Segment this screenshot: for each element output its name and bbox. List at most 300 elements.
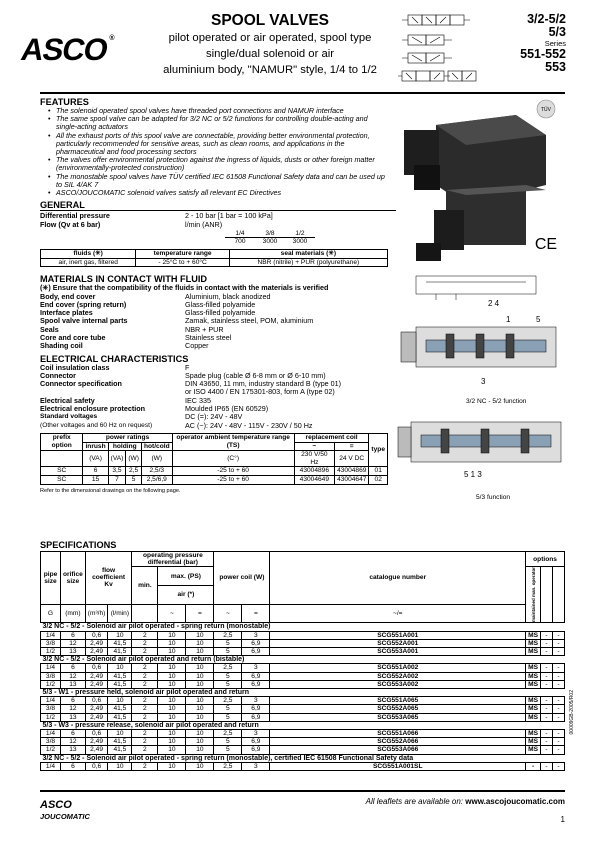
table-cell: 3/8 bbox=[41, 705, 61, 713]
option-cell: - bbox=[541, 672, 553, 680]
table-cell: 1/2 bbox=[285, 230, 315, 238]
catalogue-number: SCG553A001 bbox=[270, 648, 526, 656]
option-cell: - bbox=[553, 664, 565, 672]
option-cell: - bbox=[553, 648, 565, 656]
table-cell: 2,49 bbox=[85, 680, 108, 688]
group-title: 3/2 NC - 5/2 - Solenoid air pilot operated and return (bistable) bbox=[41, 656, 565, 664]
kv-value: Copper bbox=[185, 341, 209, 351]
table-cell: 2 bbox=[132, 672, 158, 680]
table-cell: 10 bbox=[108, 697, 132, 705]
table-cell: 1/4 bbox=[41, 631, 61, 639]
section-heading: GENERAL bbox=[40, 200, 85, 211]
option-cell: - bbox=[553, 713, 565, 721]
table-cell: 41,5 bbox=[108, 680, 132, 688]
table-cell: 2 bbox=[132, 746, 158, 754]
table-cell: 2,49 bbox=[85, 705, 108, 713]
valve-symbols bbox=[398, 13, 493, 93]
unit-cell: G bbox=[41, 604, 61, 623]
option-cell: - bbox=[541, 738, 553, 746]
table-header: replacement coil bbox=[294, 433, 369, 442]
table-cell: MS bbox=[526, 672, 541, 680]
divider bbox=[40, 92, 565, 94]
kv-value: IEC 335 bbox=[185, 395, 211, 405]
table-cell: 6 bbox=[61, 664, 86, 672]
table-row bbox=[41, 639, 565, 647]
table-cell: 5 bbox=[214, 672, 242, 680]
port-label: 3 bbox=[481, 377, 486, 386]
table-cell: -25 to + 60 bbox=[172, 475, 294, 484]
table-cell: 43004649 bbox=[294, 475, 334, 484]
table-cell: -25 to + 60 bbox=[172, 467, 294, 476]
kv-value: DIN 43650, 11 mm, industry standard B (type 01) bbox=[185, 379, 342, 389]
table-cell: MS bbox=[526, 730, 541, 738]
table-cell: 10 bbox=[158, 680, 186, 688]
catalogue-number: SCG551A066 bbox=[270, 730, 526, 738]
option-cell: - bbox=[541, 648, 553, 656]
table-header: operator ambient temperature range (TS) bbox=[172, 433, 294, 450]
table-cell: 6 bbox=[61, 762, 86, 770]
table-header: prefix option bbox=[41, 433, 83, 450]
table-header: temperature range bbox=[136, 250, 229, 259]
specifications-section bbox=[40, 540, 565, 771]
table-cell: 2,5 bbox=[214, 664, 242, 672]
option-cell: - bbox=[553, 639, 565, 647]
function-code: 3/2-5/2 bbox=[527, 12, 566, 26]
table-cell: 2 bbox=[132, 738, 158, 746]
spec-table bbox=[40, 551, 565, 771]
kv-value: Spade plug (cable Ø 6-8 mm or Ø 6-10 mm) bbox=[185, 370, 326, 380]
table-cell: 41,5 bbox=[108, 639, 132, 647]
table-header: seal materials (✳) bbox=[229, 250, 387, 259]
table-cell: MS bbox=[526, 648, 541, 656]
series-label: Series bbox=[544, 39, 566, 48]
table-cell: - 25°C to + 60°C bbox=[136, 258, 229, 267]
table-cell: 1/2 bbox=[41, 746, 61, 754]
table-cell: 2,49 bbox=[85, 738, 108, 746]
table-cell: 10 bbox=[158, 746, 186, 754]
catalogue-number: SCG552A065 bbox=[270, 705, 526, 713]
table-cell: 41,5 bbox=[108, 738, 132, 746]
option-cell: - bbox=[541, 730, 553, 738]
table-cell: 2 bbox=[132, 648, 158, 656]
table-cell: 3 bbox=[242, 697, 270, 705]
table-cell: 41,5 bbox=[108, 705, 132, 713]
table-cell: 10 bbox=[158, 738, 186, 746]
kv-value: AC (~): 24V - 48V - 115V - 230V / 50 Hz bbox=[185, 420, 313, 430]
table-cell: MS bbox=[526, 738, 541, 746]
table-cell: 1/4 bbox=[41, 730, 61, 738]
option-cell: - bbox=[553, 730, 565, 738]
option-cell: - bbox=[553, 631, 565, 639]
kv-value: Stainless steel bbox=[185, 332, 232, 342]
table-cell: 6 bbox=[61, 631, 86, 639]
catalogue-number: SCG553A066 bbox=[270, 746, 526, 754]
option-cell: - bbox=[541, 664, 553, 672]
footer-logo-bottom: JOUCOMATIC bbox=[40, 812, 90, 821]
table-cell: 3000 bbox=[262, 238, 278, 246]
page-title: SPOOL VALVES bbox=[211, 12, 329, 29]
option-cell: - bbox=[553, 705, 565, 713]
table-cell: 2,49 bbox=[85, 672, 108, 680]
table-cell: 10 bbox=[186, 746, 214, 754]
table-cell: 3/8 bbox=[255, 230, 285, 238]
table-cell: 2,5/3 bbox=[141, 467, 172, 476]
port-label: 5 bbox=[536, 315, 541, 324]
kv-label: Body, end cover bbox=[40, 291, 96, 301]
section-heading: SPECIFICATIONS bbox=[40, 540, 117, 550]
kv-value: Glass-filled polyamide bbox=[185, 308, 256, 318]
table-row bbox=[41, 713, 565, 721]
table-row bbox=[41, 664, 565, 672]
table-cell: 6,9 bbox=[242, 680, 270, 688]
unit-cell: 230 V/50 Hz bbox=[294, 451, 334, 467]
table-cell: 2 bbox=[132, 631, 158, 639]
list-item: • ASCO/JOUCOMATIC solenoid valves satisfy all relevant EC Directives bbox=[48, 189, 388, 197]
kv-value: Zamak, stainless steel, POM, aluminium bbox=[185, 316, 314, 326]
table-cell: 10 bbox=[108, 730, 132, 738]
table-cell: SC bbox=[41, 467, 83, 476]
table-header: holding bbox=[108, 442, 141, 451]
features-list bbox=[48, 107, 388, 197]
kv-value: l/min (ANR) bbox=[185, 219, 223, 229]
table-cell: 2 bbox=[132, 639, 158, 647]
table-cell: 41,5 bbox=[108, 672, 132, 680]
table-group-header bbox=[41, 623, 565, 631]
option-cell: - bbox=[553, 672, 565, 680]
doc-code: 00009GB-2005/R02 bbox=[569, 690, 575, 735]
table-cell: 10 bbox=[158, 639, 186, 647]
power-table bbox=[40, 433, 388, 485]
materials-note: (✳) Ensure that the compatibility of the fluids in contact with the materials is verified bbox=[40, 283, 329, 293]
table-group-header bbox=[41, 754, 565, 762]
table-cell: 3 bbox=[242, 631, 270, 639]
unit-cell: (VA) bbox=[108, 451, 126, 467]
table-header: = bbox=[335, 442, 369, 451]
table-cell: 10 bbox=[186, 713, 214, 721]
table-cell: 2,49 bbox=[85, 713, 108, 721]
table-cell: MS bbox=[526, 746, 541, 754]
divider bbox=[40, 790, 565, 792]
table-header: hot/cold bbox=[141, 442, 172, 451]
flow-table bbox=[225, 230, 315, 246]
table-cell: 6,9 bbox=[242, 639, 270, 647]
option-cell: - bbox=[541, 680, 553, 688]
table-cell: 1/4 bbox=[41, 697, 61, 705]
table-cell: MS bbox=[526, 713, 541, 721]
table-header: fluids (✳) bbox=[41, 250, 136, 259]
subtitle-line: pilot operated or air operated, spool type bbox=[168, 32, 372, 44]
table-cell: 5 bbox=[214, 639, 242, 647]
table-cell: 43004869 bbox=[335, 467, 369, 476]
table-cell: 12 bbox=[61, 672, 86, 680]
table-cell: 3000 bbox=[292, 238, 308, 246]
option-cell: - bbox=[553, 762, 565, 770]
catalogue-number: SCG553A065 bbox=[270, 713, 526, 721]
table-cell: 2,49 bbox=[85, 648, 108, 656]
asco-logo: ASCO® bbox=[18, 32, 114, 67]
table-cell: 0,6 bbox=[85, 697, 108, 705]
table-header: air (*) bbox=[158, 586, 214, 605]
option-cell: - bbox=[553, 746, 565, 754]
table-cell: 6 bbox=[61, 730, 86, 738]
table-cell: 43004647 bbox=[335, 475, 369, 484]
table-cell: 5 bbox=[126, 475, 142, 484]
table-row bbox=[41, 680, 565, 688]
table-header: flow coefficient Kv bbox=[85, 552, 132, 605]
footer-logo-top: ASCO bbox=[40, 799, 72, 811]
table-cell: MS bbox=[526, 705, 541, 713]
table-cell: 0,6 bbox=[85, 631, 108, 639]
table-cell: 700 bbox=[234, 238, 246, 246]
table-cell: 2 bbox=[132, 705, 158, 713]
table-cell: 10 bbox=[108, 664, 132, 672]
kv-label: Connector specification bbox=[40, 379, 122, 389]
table-cell: MS bbox=[526, 631, 541, 639]
kv-value: or ISO 4400 / EN 175301-803, form A (type 02) bbox=[185, 387, 335, 397]
table-cell: 10 bbox=[158, 705, 186, 713]
footer-text: All leaflets are available on: bbox=[365, 797, 466, 806]
table-cell: 3,5 bbox=[108, 467, 126, 476]
general-kv bbox=[40, 212, 388, 229]
table-cell: 10 bbox=[186, 705, 214, 713]
table-cell: 10 bbox=[108, 762, 132, 770]
unit-cell: (VA) bbox=[83, 451, 108, 467]
footer-leaflet bbox=[366, 797, 565, 806]
table-cell: 10 bbox=[158, 672, 186, 680]
kv-value: Aluminium, black anodized bbox=[185, 291, 271, 301]
list-item: • The monostable spool valves have TÜV certified IEC 61508 Functional Safety data and can be used up to SIL 4/AK 7 bbox=[48, 173, 388, 189]
table-cell: 10 bbox=[186, 664, 214, 672]
table-cell: 2,5 bbox=[214, 730, 242, 738]
table-row bbox=[41, 730, 565, 738]
table-header: orifice size bbox=[61, 552, 86, 605]
ce-mark: CE bbox=[534, 236, 558, 253]
list-item: • All the exhaust ports of this spool valve are connectable, providing better environmental protection, particularly recommended for sensitive areas, such as clean rooms, and applications in the pharmaceutical and food processing sectors bbox=[48, 132, 388, 157]
table-cell: 0,6 bbox=[85, 730, 108, 738]
table-cell: 5 bbox=[214, 705, 242, 713]
option-cell: - bbox=[541, 746, 553, 754]
table-cell: 15 bbox=[83, 475, 108, 484]
table-cell: 10 bbox=[186, 680, 214, 688]
kv-value: F bbox=[185, 362, 190, 372]
tuv-mark: TÜV bbox=[541, 107, 551, 113]
table-cell: 1/4 bbox=[225, 230, 255, 238]
table-cell: 2,5 bbox=[214, 631, 242, 639]
table-cell: 10 bbox=[186, 639, 214, 647]
table-cell: 6,9 bbox=[242, 648, 270, 656]
table-row bbox=[41, 738, 565, 746]
table-header: max. (PS) bbox=[158, 567, 214, 586]
footnote: Refer to the dimensional drawings on the following page. bbox=[40, 487, 181, 494]
catalogue-number: SCG551A001SL bbox=[270, 762, 526, 770]
catalogue-number: SCG552A002 bbox=[270, 672, 526, 680]
table-header: power coil (W) bbox=[214, 552, 270, 605]
table-cell: 10 bbox=[108, 631, 132, 639]
option-cell: - bbox=[553, 738, 565, 746]
table-row bbox=[41, 762, 565, 770]
table-cell: - bbox=[526, 762, 541, 770]
table-cell: 2,5 bbox=[214, 697, 242, 705]
table-cell: 1/2 bbox=[41, 713, 61, 721]
drawing-caption: 3/2 NC - 5/2 function bbox=[466, 398, 527, 405]
table-cell: 3/8 bbox=[41, 738, 61, 746]
group-title: 5/3 - W1 - pressure held, solenoid air pilot operated and return bbox=[41, 689, 565, 697]
kv-label: Shading coil bbox=[40, 341, 83, 351]
list-item: • The solenoid operated spool valves have threaded port connections and NAMUR interface bbox=[48, 107, 388, 115]
table-cell: 10 bbox=[158, 762, 186, 770]
table-cell: 6,9 bbox=[242, 713, 270, 721]
table-cell: 2,5 bbox=[126, 467, 142, 476]
table-cell: 10 bbox=[186, 631, 214, 639]
port-label: 2 4 bbox=[488, 299, 500, 308]
materials-kv bbox=[40, 293, 388, 351]
unit-cell: (l/min) bbox=[108, 604, 132, 623]
table-cell: 3/8 bbox=[41, 672, 61, 680]
table-header: type bbox=[369, 433, 388, 466]
port-label: 1 bbox=[506, 315, 511, 324]
table-cell: 6 bbox=[61, 697, 86, 705]
table-cell: 41,5 bbox=[108, 746, 132, 754]
fluids-table bbox=[40, 249, 388, 267]
table-cell: 6,9 bbox=[242, 705, 270, 713]
table-cell: 1/4 bbox=[41, 664, 61, 672]
unit-cell: (mm) bbox=[61, 604, 86, 623]
table-cell: 10 bbox=[158, 648, 186, 656]
page-title-block bbox=[145, 12, 395, 78]
group-title: 3/2 NC - 5/2 - Solenoid air pilot operated - spring return (monostable), certified IEC 61508 Functional Safety data bbox=[41, 754, 565, 762]
table-cell: 43004896 bbox=[294, 467, 334, 476]
option-cell: - bbox=[541, 705, 553, 713]
catalogue-number: SCG551A001 bbox=[270, 631, 526, 639]
table-cell: 0,6 bbox=[85, 664, 108, 672]
table-cell: 10 bbox=[186, 672, 214, 680]
table-cell: 2 bbox=[132, 680, 158, 688]
table-cell: 10 bbox=[158, 713, 186, 721]
electrical-kv bbox=[40, 364, 388, 430]
product-photo bbox=[396, 95, 566, 267]
table-row bbox=[41, 746, 565, 754]
table-cell: 2 bbox=[132, 713, 158, 721]
table-cell: 5 bbox=[214, 713, 242, 721]
table-cell: 7 bbox=[108, 475, 126, 484]
unit-cell: ~/= bbox=[270, 604, 526, 623]
section-heading: MATERIALS IN CONTACT WITH FLUID bbox=[40, 274, 208, 285]
table-cell: 12 bbox=[61, 639, 86, 647]
table-cell: 3/8 bbox=[41, 639, 61, 647]
table-cell: NBR (nitrile) + PUR (polyurethane) bbox=[229, 258, 387, 267]
table-cell: 5 bbox=[214, 746, 242, 754]
unit-cell: = bbox=[242, 604, 270, 623]
table-header: power ratings bbox=[83, 433, 172, 442]
table-group-header bbox=[41, 721, 565, 729]
table-cell: 13 bbox=[61, 680, 86, 688]
table-cell: SC bbox=[41, 475, 83, 484]
option-cell: - bbox=[541, 697, 553, 705]
table-header: maintained man. operator bbox=[526, 567, 541, 623]
table-row bbox=[41, 672, 565, 680]
table-cell: 0,6 bbox=[85, 762, 108, 770]
kv-label: Standard voltages bbox=[40, 413, 98, 421]
series-block bbox=[496, 13, 566, 74]
subtitle-line: single/dual solenoid or air bbox=[205, 48, 335, 60]
table-cell: 3 bbox=[242, 762, 270, 770]
table-header: min. bbox=[132, 567, 158, 604]
catalogue-number: SCG552A001 bbox=[270, 639, 526, 647]
option-cell: - bbox=[541, 713, 553, 721]
table-row bbox=[41, 467, 388, 476]
option-cell: - bbox=[541, 762, 553, 770]
list-item: • The same spool valve can be adapted for 3/2 NC or 5/2 functions for controlling double-acting and single-acting actuators bbox=[48, 115, 388, 131]
table-cell: 5 bbox=[214, 648, 242, 656]
option-cell: - bbox=[541, 631, 553, 639]
table-row bbox=[41, 475, 388, 484]
list-item: • The valves offer environmental protection against the ingress of liquids, dusts or other foreign matter (environmentally-protected construction) bbox=[48, 156, 388, 172]
kv-label: Differential pressure bbox=[40, 211, 110, 221]
table-cell: 13 bbox=[61, 713, 86, 721]
table-header: catalogue number bbox=[270, 552, 526, 605]
section-heading: ELECTRICAL CHARACTERISTICS bbox=[40, 353, 189, 364]
table-cell: 10 bbox=[158, 631, 186, 639]
table-cell: 10 bbox=[186, 697, 214, 705]
table-cell: MS bbox=[526, 639, 541, 647]
catalogue-number: SCG552A066 bbox=[270, 738, 526, 746]
unit-cell: 24 V DC bbox=[335, 451, 369, 467]
table-cell: 10 bbox=[158, 697, 186, 705]
table-cell: 10 bbox=[186, 648, 214, 656]
table-cell: MS bbox=[526, 680, 541, 688]
table-cell: 6,9 bbox=[242, 738, 270, 746]
table-cell: 41,5 bbox=[108, 648, 132, 656]
table-header: operating pressure differential (bar) bbox=[132, 552, 214, 567]
table-group-header bbox=[41, 656, 565, 664]
kv-label: Electrical enclosure protection bbox=[40, 404, 146, 414]
table-cell: 6 bbox=[83, 467, 108, 476]
table-cell: 6,9 bbox=[242, 672, 270, 680]
kv-label: Flow (Qv at 6 bar) bbox=[40, 219, 101, 229]
table-cell: 02 bbox=[369, 475, 388, 484]
kv-label: Electrical safety bbox=[40, 395, 95, 405]
table-cell: 2 bbox=[132, 730, 158, 738]
table-cell: 2,5/6,9 bbox=[141, 475, 172, 484]
table-row bbox=[41, 697, 565, 705]
kv-value: DC (=): 24V - 48V bbox=[185, 412, 243, 422]
table-cell: 3 bbox=[242, 730, 270, 738]
table-row bbox=[41, 705, 565, 713]
table-cell: 2,5 bbox=[214, 762, 242, 770]
table-cell: 2 bbox=[132, 664, 158, 672]
table-header: pipe size bbox=[41, 552, 61, 605]
section-heading: FEATURES bbox=[40, 97, 89, 107]
table-cell: 2 bbox=[132, 762, 158, 770]
table-cell: 13 bbox=[61, 746, 86, 754]
table-cell: 10 bbox=[158, 730, 186, 738]
footer-logo bbox=[40, 800, 90, 822]
option-cell: - bbox=[553, 680, 565, 688]
table-cell: 12 bbox=[61, 738, 86, 746]
option-cell: - bbox=[553, 697, 565, 705]
table-cell: 10 bbox=[186, 762, 214, 770]
catalogue-number: SCG551A065 bbox=[270, 697, 526, 705]
table-cell: 01 bbox=[369, 467, 388, 476]
group-title: 3/2 NC - 5/2 - Solenoid air pilot operated - spring return (monostable) bbox=[41, 623, 565, 631]
series-number: 553 bbox=[545, 60, 566, 74]
table-header: options bbox=[526, 552, 565, 567]
function-code: 5/3 bbox=[548, 25, 566, 39]
subtitle-line: aluminium body, "NAMUR" style, 1/4 to 1/2 bbox=[163, 64, 377, 76]
footer-link[interactable]: www.ascojoucomatic.com bbox=[465, 797, 565, 806]
table-cell: 2,49 bbox=[85, 746, 108, 754]
kv-label: Spool valve internal parts bbox=[40, 316, 128, 326]
